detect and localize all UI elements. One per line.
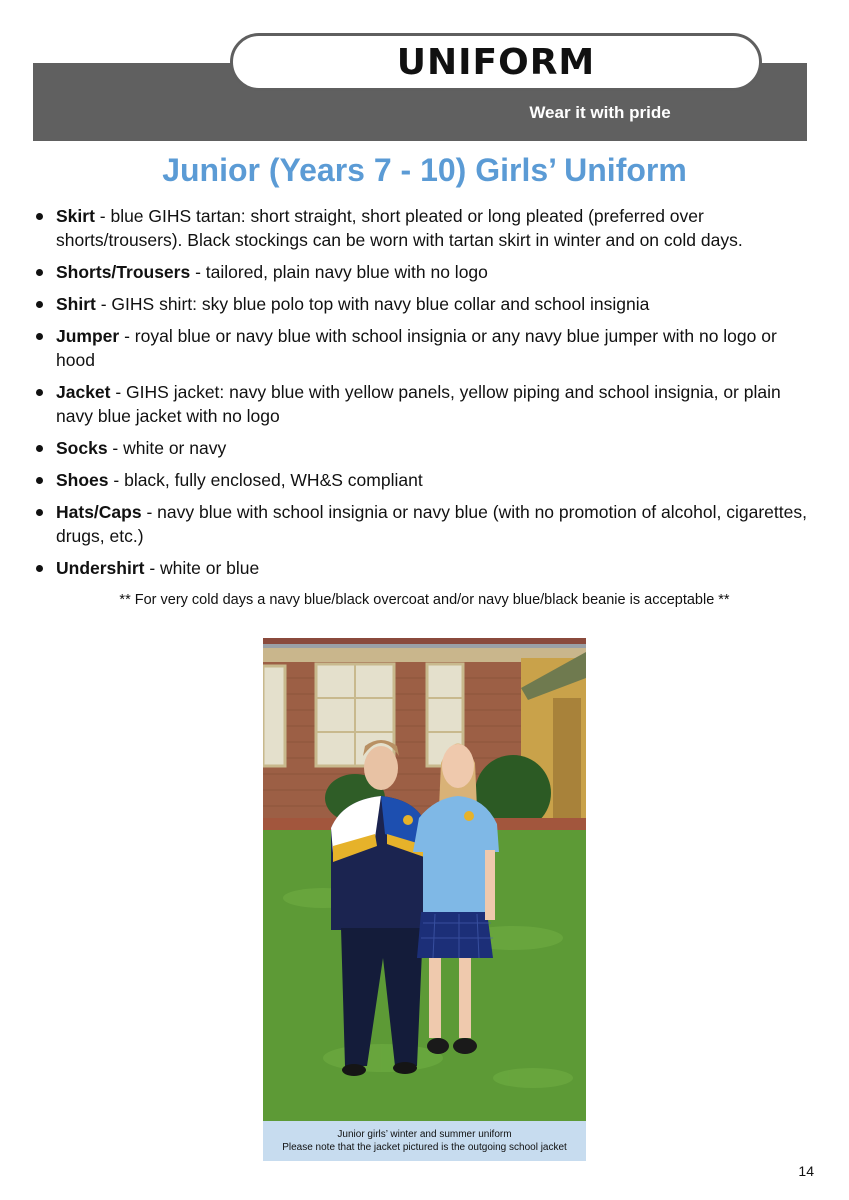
bullet-icon: [36, 389, 43, 396]
page-title: UNIFORM: [396, 41, 596, 83]
page-number: 14: [798, 1163, 814, 1179]
bullet-icon: [36, 445, 43, 452]
item-term: Socks: [56, 438, 108, 458]
bullet-icon: [36, 477, 43, 484]
list-item: [33, 204, 813, 252]
item-term: Undershirt: [56, 558, 145, 578]
list-item: [33, 500, 813, 548]
cold-weather-note: ** For very cold days a navy blue/black overcoat and/or navy blue/black beanie is acceptable **: [119, 592, 730, 608]
bullet-icon: [36, 269, 43, 276]
item-text: - GIHS shirt: sky blue polo top with navy blue collar and school insignia: [95, 294, 650, 314]
item-text: - black, fully enclosed, WH&S compliant: [108, 470, 423, 490]
caption-line-2: Please note that the jacket pictured is the outgoing school jacket: [282, 1142, 567, 1153]
item-text: - navy blue with school insignia or navy blue (with no promotion of alcohol, cigarettes, drugs, etc.): [56, 502, 807, 546]
caption-line-1: Junior girls’ winter and summer uniform: [337, 1129, 512, 1140]
list-item: [33, 324, 813, 372]
list-item: [33, 380, 813, 428]
bullet-icon: [36, 213, 43, 220]
item-term: Jumper: [56, 326, 120, 346]
item-term: Shoes: [56, 470, 109, 490]
bullet-icon: [36, 301, 43, 308]
item-text: - white or blue: [144, 558, 260, 578]
list-item: [33, 468, 813, 492]
item-text: - blue GIHS tartan: short straight, short pleated or long pleated (preferred over shorts/trousers). Black stockings can be worn with tartan skirt in winter and on cold days.: [56, 206, 743, 250]
list-item: [33, 436, 813, 460]
item-text: - GIHS jacket: navy blue with yellow panels, yellow piping and school insignia, or plain navy blue jacket with no logo: [56, 382, 781, 426]
item-term: Hats/Caps: [56, 502, 142, 522]
bullet-icon: [36, 509, 43, 516]
bullet-icon: [36, 333, 43, 340]
bullet-icon: [36, 565, 43, 572]
photo-caption: [263, 1121, 586, 1161]
item-text: - tailored, plain navy blue with no logo: [190, 262, 488, 282]
uniform-photo: [263, 638, 586, 1121]
item-term: Shorts/Trousers: [56, 262, 191, 282]
item-term: Jacket: [56, 382, 111, 402]
header-pill: [230, 33, 762, 91]
list-item: [33, 556, 813, 580]
item-text: - white or navy: [107, 438, 227, 458]
list-item: [33, 260, 813, 284]
list-item: [33, 292, 813, 316]
section-title: Junior (Years 7 - 10) Girls’ Uniform: [162, 152, 687, 188]
item-term: Shirt: [56, 294, 96, 314]
header-tagline: Wear it with pride: [529, 103, 671, 122]
item-term: Skirt: [56, 206, 95, 226]
uniform-list: [33, 204, 813, 588]
item-text: - royal blue or navy blue with school insignia or any navy blue jumper with no logo or hood: [56, 326, 777, 370]
